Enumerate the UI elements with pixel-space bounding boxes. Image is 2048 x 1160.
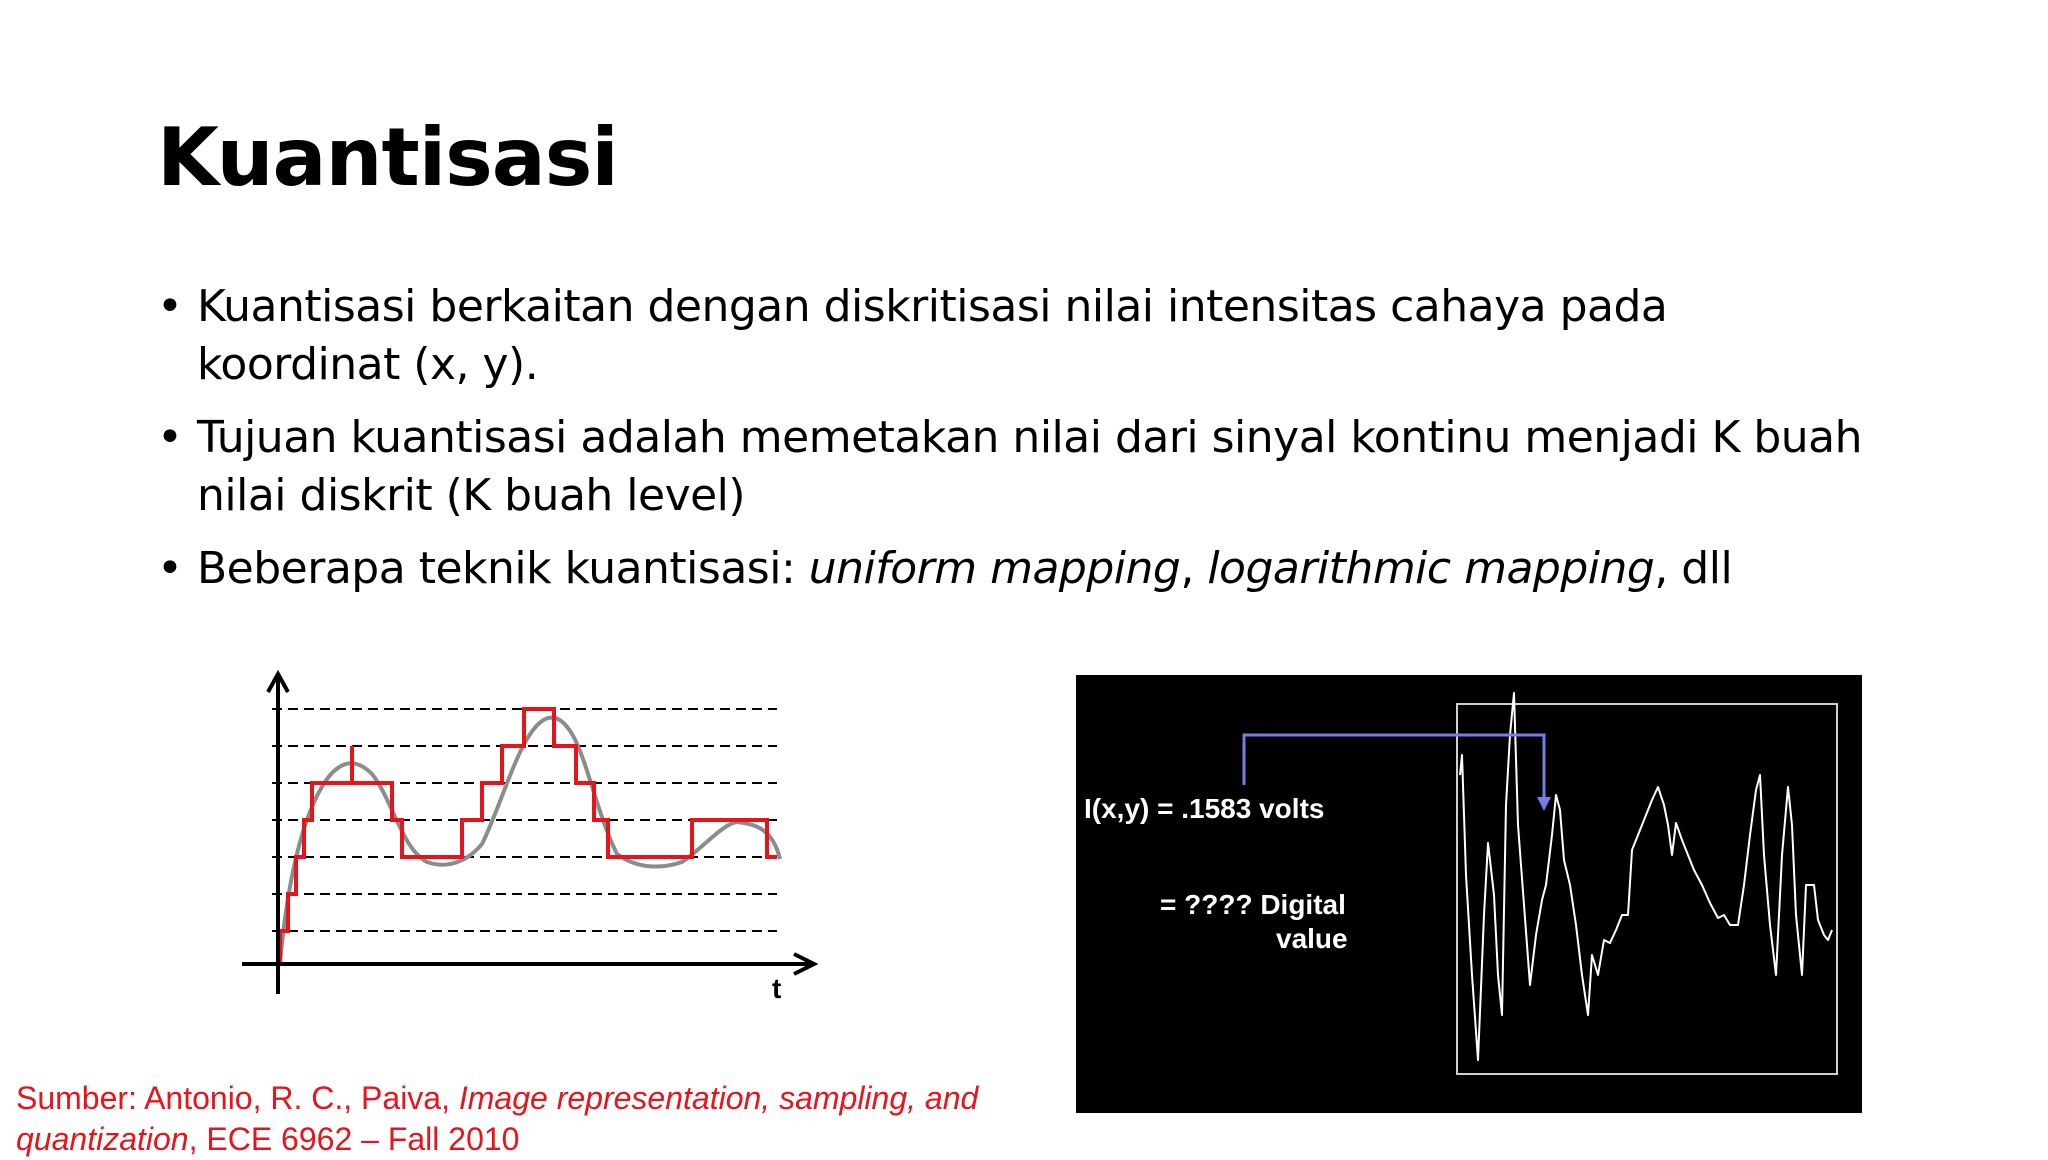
bullet-item [157, 409, 1877, 525]
quantization-figure [232, 664, 832, 1024]
bullet-list [157, 278, 1877, 613]
bullet-item [157, 540, 1877, 598]
continuous-signal-curve [280, 718, 780, 964]
bullet-icon: • [157, 281, 183, 332]
bullet-term-logarithmic: logarithmic mapping [1207, 543, 1655, 594]
voltage-label: I(x,y) = .1583 volts [1084, 793, 1325, 824]
slide-title: Kuantisasi [157, 111, 618, 204]
bullet-term-uniform: uniform mapping [808, 543, 1181, 594]
bullet-text: Kuantisasi berkaitan dengan diskritisasi nilai intensitas cahaya pada koordinat (x, y). [197, 281, 1668, 390]
digital-value-label: = ???? Digital [1160, 889, 1346, 920]
bullet-text-suffix: , dll [1654, 543, 1733, 594]
bullet-icon: • [157, 543, 183, 594]
bullet-icon: • [157, 412, 183, 463]
digital-value-label-line2: value [1276, 923, 1348, 954]
bullet-text-prefix: Beberapa teknik kuantisasi: [197, 543, 809, 594]
t-axis-label: t [772, 973, 782, 1004]
bullet-item [157, 278, 1877, 394]
voltage-waveform [1460, 693, 1832, 1060]
bullet-text: Tujuan kuantisasi adalah memetakan nilai dari sinyal kontinu menjadi K buah nilai diskrit (K buah level) [197, 412, 1862, 521]
digital-value-figure [1076, 675, 1862, 1113]
axes [242, 674, 814, 994]
citation-title: Image representation, sampling, and quantization [16, 1080, 979, 1157]
citation-authors: Sumber: Antonio, R. C., Paiva, [16, 1080, 459, 1116]
bullet-separator: , [1180, 543, 1208, 594]
pointer-arrowhead [1537, 797, 1551, 811]
citation-course: , ECE 6962 – Fall 2010 [188, 1121, 520, 1157]
quantized-signal-staircase [280, 709, 777, 964]
source-citation [16, 1078, 1036, 1160]
